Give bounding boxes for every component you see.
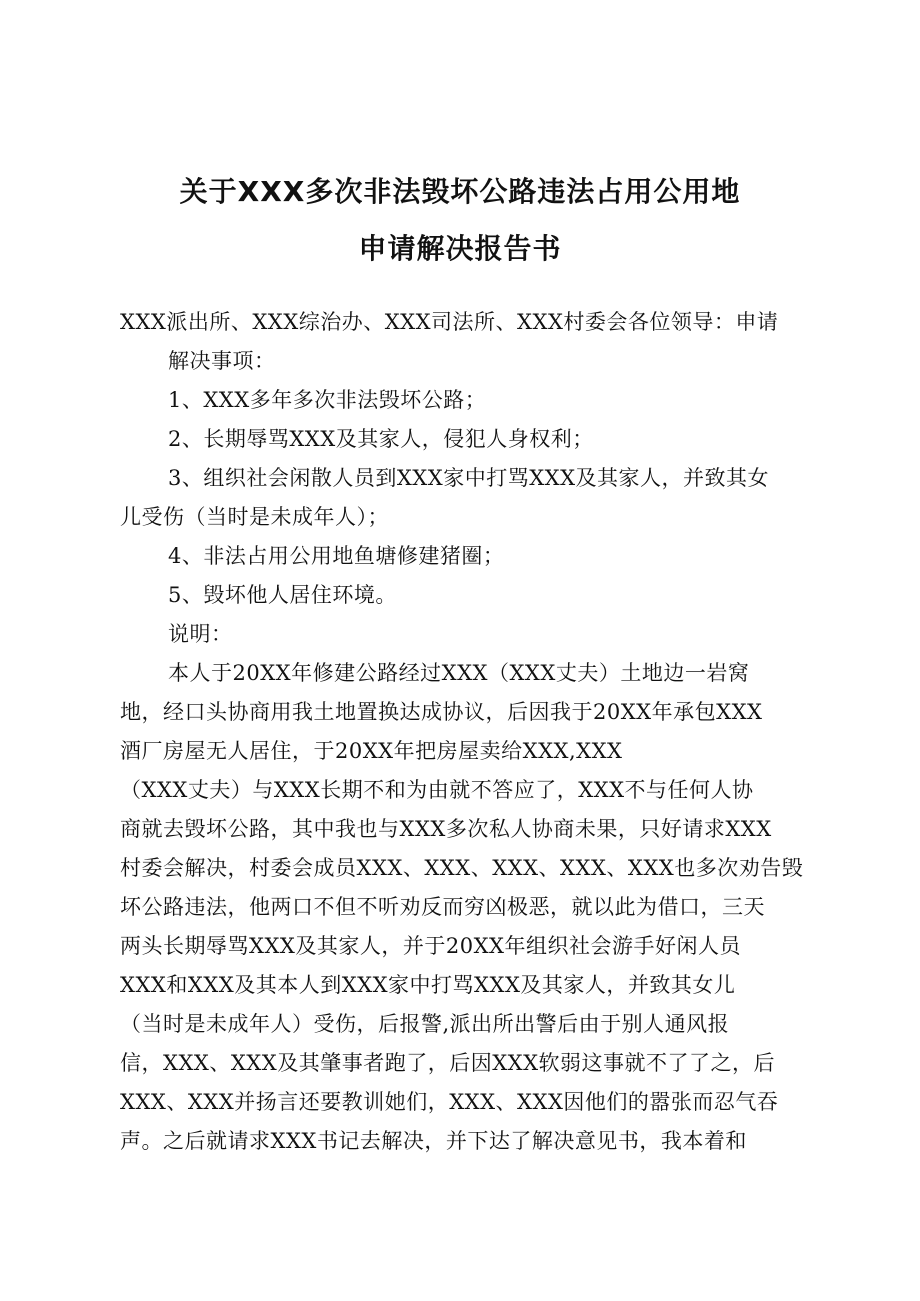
body-line: 商就去毁坏公路，其中我也与XXX多次私人协商未果，只好请求XXX bbox=[120, 817, 772, 841]
body-line: 地，经口头协商用我土地置换达成协议，后因我于20XX年承包XXX bbox=[120, 700, 763, 724]
body-line: XXX、XXX并扬言还要教训她们，XXX、XXX因他们的嚣张而忍气吞 bbox=[120, 1090, 779, 1114]
body-line: 2、长期辱骂XXX及其家人，侵犯人身权利； bbox=[168, 427, 594, 451]
body-line: 本人于20XX年修建公路经过XXX（XXX丈夫）土地边一岩窝 bbox=[168, 661, 750, 685]
document-title-line-2: 申请解决报告书 bbox=[358, 232, 562, 265]
body-line: 声。之后就请求XXX书记去解决，并下达了解决意见书，我本着和 bbox=[120, 1129, 747, 1153]
body-line: 4、非法占用公用地鱼塘修建猪圈； bbox=[168, 544, 505, 568]
body-line: 儿受伤（当时是未成年人）； bbox=[120, 505, 389, 529]
body-line: 1、XXX多年多次非法毁坏公路； bbox=[168, 388, 487, 412]
body-line: （XXX丈夫）与XXX长期不和为由就不答应了，XXX不与任何人协 bbox=[120, 778, 754, 802]
body-line: 3、组织社会闲散人员到XXX家中打骂XXX及其家人，并致其女 bbox=[168, 466, 770, 490]
body-line: XXX和XXX及其本人到XXX家中打骂XXX及其家人，并致其女儿 bbox=[120, 973, 736, 997]
body-line: （当时是未成年人）受伤，后报警,派出所出警后由于别人通风报 bbox=[120, 1012, 730, 1036]
salutation-line: XXX派出所、XXX综治办、XXX司法所、XXX村委会各位领导：申请 bbox=[120, 310, 779, 334]
body-line: 解决事项： bbox=[168, 349, 276, 373]
body-line: 酒厂房屋无人居住，于20XX年把房屋卖给XXX,XXX bbox=[120, 739, 623, 763]
body-line: 村委会解决，村委会成员XXX、XXX、XXX、XXX、XXX也多次劝告毁 bbox=[120, 856, 804, 880]
document-title-line-1: 关于XXX多次非法毁坏公路违法占用公用地 bbox=[179, 175, 741, 208]
body-line: 5、毁坏他人居住环境。 bbox=[168, 583, 397, 607]
body-line: 两头长期辱骂XXX及其家人，并于20XX年组织社会游手好闲人员 bbox=[120, 934, 741, 958]
body-line: 说明： bbox=[168, 622, 233, 646]
body-line: 坏公路违法，他两口不但不听劝反而穷凶极恶，就以此为借口，三天 bbox=[120, 895, 765, 919]
body-line: 信，XXX、XXX及其肇事者跑了，后因XXX软弱这事就不了了之，后 bbox=[120, 1051, 776, 1075]
